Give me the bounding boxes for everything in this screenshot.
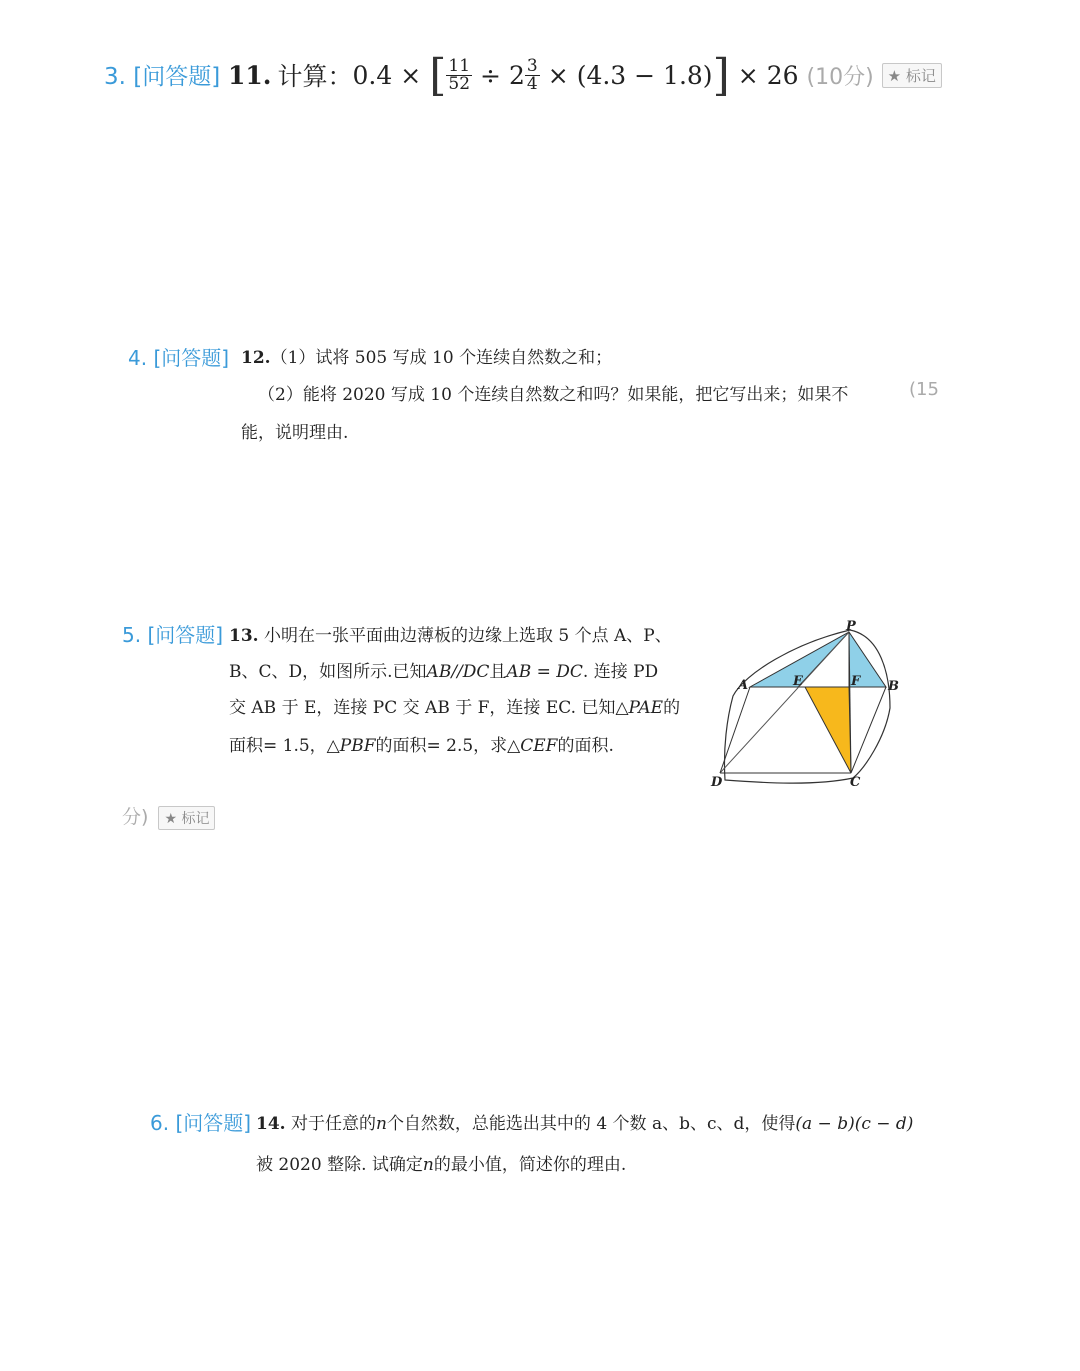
figure-curved-boundary bbox=[724, 630, 890, 783]
q4-line-3 bbox=[241, 418, 348, 443]
label-d: D bbox=[711, 775, 723, 790]
segment-ad bbox=[720, 687, 750, 773]
q3-number: 11. bbox=[228, 60, 272, 90]
label-f: F bbox=[851, 674, 861, 689]
triangle-cef bbox=[805, 687, 851, 773]
q4-text-3: 能，说明理由. bbox=[241, 423, 349, 443]
star-icon: ★ bbox=[164, 811, 178, 827]
label-e: E bbox=[793, 674, 803, 689]
q5-score-tail: 分) bbox=[122, 806, 149, 828]
q5-tag: 5. [问答题] bbox=[122, 623, 224, 647]
q3-prefix: 计算： bbox=[277, 62, 353, 91]
q3-bracket-close: ] bbox=[712, 49, 730, 101]
q4-number: 12. bbox=[241, 348, 271, 368]
q3-times-1: × bbox=[400, 60, 422, 90]
q6-tag: 6. [问答题] bbox=[150, 1111, 252, 1135]
q5-figure bbox=[705, 618, 915, 798]
q5-line-3: 交 AB 于 E，连接 PC 交 AB 于 F，连接 EC. 已知△PAE的 bbox=[229, 698, 681, 718]
q3-paren: (4.3 − 1.8) bbox=[576, 60, 713, 90]
q3-div: ÷ bbox=[480, 60, 501, 90]
q5-mark-button[interactable] bbox=[158, 806, 215, 830]
q6-line-2: 被 2020 整除. 试确定n的最小值，简述你的理由. bbox=[256, 1155, 627, 1175]
q4-line-1 bbox=[241, 343, 612, 368]
q5-number: 13. bbox=[229, 626, 259, 646]
label-p: P bbox=[846, 619, 856, 634]
q6-line-1: 14. 对于任意的n个自然数，总能选出其中的 4 个数 a、b、c、d，使得(a − b)(c − d) bbox=[256, 1114, 914, 1134]
label-a: A bbox=[738, 678, 749, 693]
q3-bracket-open: [ bbox=[429, 49, 447, 101]
q5-line-2: B、C、D，如图所示.已知AB//DC且AB = DC. 连接 PD bbox=[229, 662, 659, 682]
q5-score-row bbox=[122, 802, 215, 830]
q5-mark-label: 标记 bbox=[181, 811, 210, 827]
q3-b: 26 bbox=[766, 60, 799, 90]
q3-frac1: $\frac{11}{52}$ bbox=[448, 55, 471, 94]
q3-whole: 2 bbox=[509, 60, 525, 90]
q5-line-1 bbox=[229, 621, 672, 646]
q4-text-1: （1）试将 505 写成 10 个连续自然数之和； bbox=[270, 348, 613, 368]
q3-times-2: × bbox=[547, 60, 569, 90]
q5-line-4: 面积= 1.5，△PBF的面积= 2.5，求△CEF的面积. bbox=[229, 736, 614, 756]
q3-a: 0.4 bbox=[352, 60, 393, 90]
q3-mark-button[interactable] bbox=[882, 63, 942, 88]
q5-text-1: 小明在一张平面曲边薄板的边缘上选取 5 个点 A、P、 bbox=[263, 626, 672, 646]
q3-mark-label: 标记 bbox=[905, 66, 936, 85]
q3-tag: 3. [问答题] bbox=[104, 64, 221, 90]
q4-score-clipped: (15 bbox=[909, 379, 939, 400]
q6-number: 14. bbox=[256, 1114, 286, 1134]
q3-score: (10分) bbox=[806, 64, 874, 90]
q4-text-2: （2）能将 2020 写成 10 个连续自然数之和吗？如果能，把它写出来；如果不 bbox=[258, 385, 849, 405]
label-c: C bbox=[850, 775, 861, 790]
q4-line-2 bbox=[258, 380, 848, 405]
q3-times-3: × bbox=[737, 60, 759, 90]
q4-tag: 4. [问答题] bbox=[128, 346, 230, 370]
q3-frac2: $\frac{3}{4}$ bbox=[526, 55, 538, 94]
star-icon: ★ bbox=[887, 66, 902, 85]
label-b: B bbox=[888, 679, 899, 694]
q3-question bbox=[228, 50, 942, 100]
